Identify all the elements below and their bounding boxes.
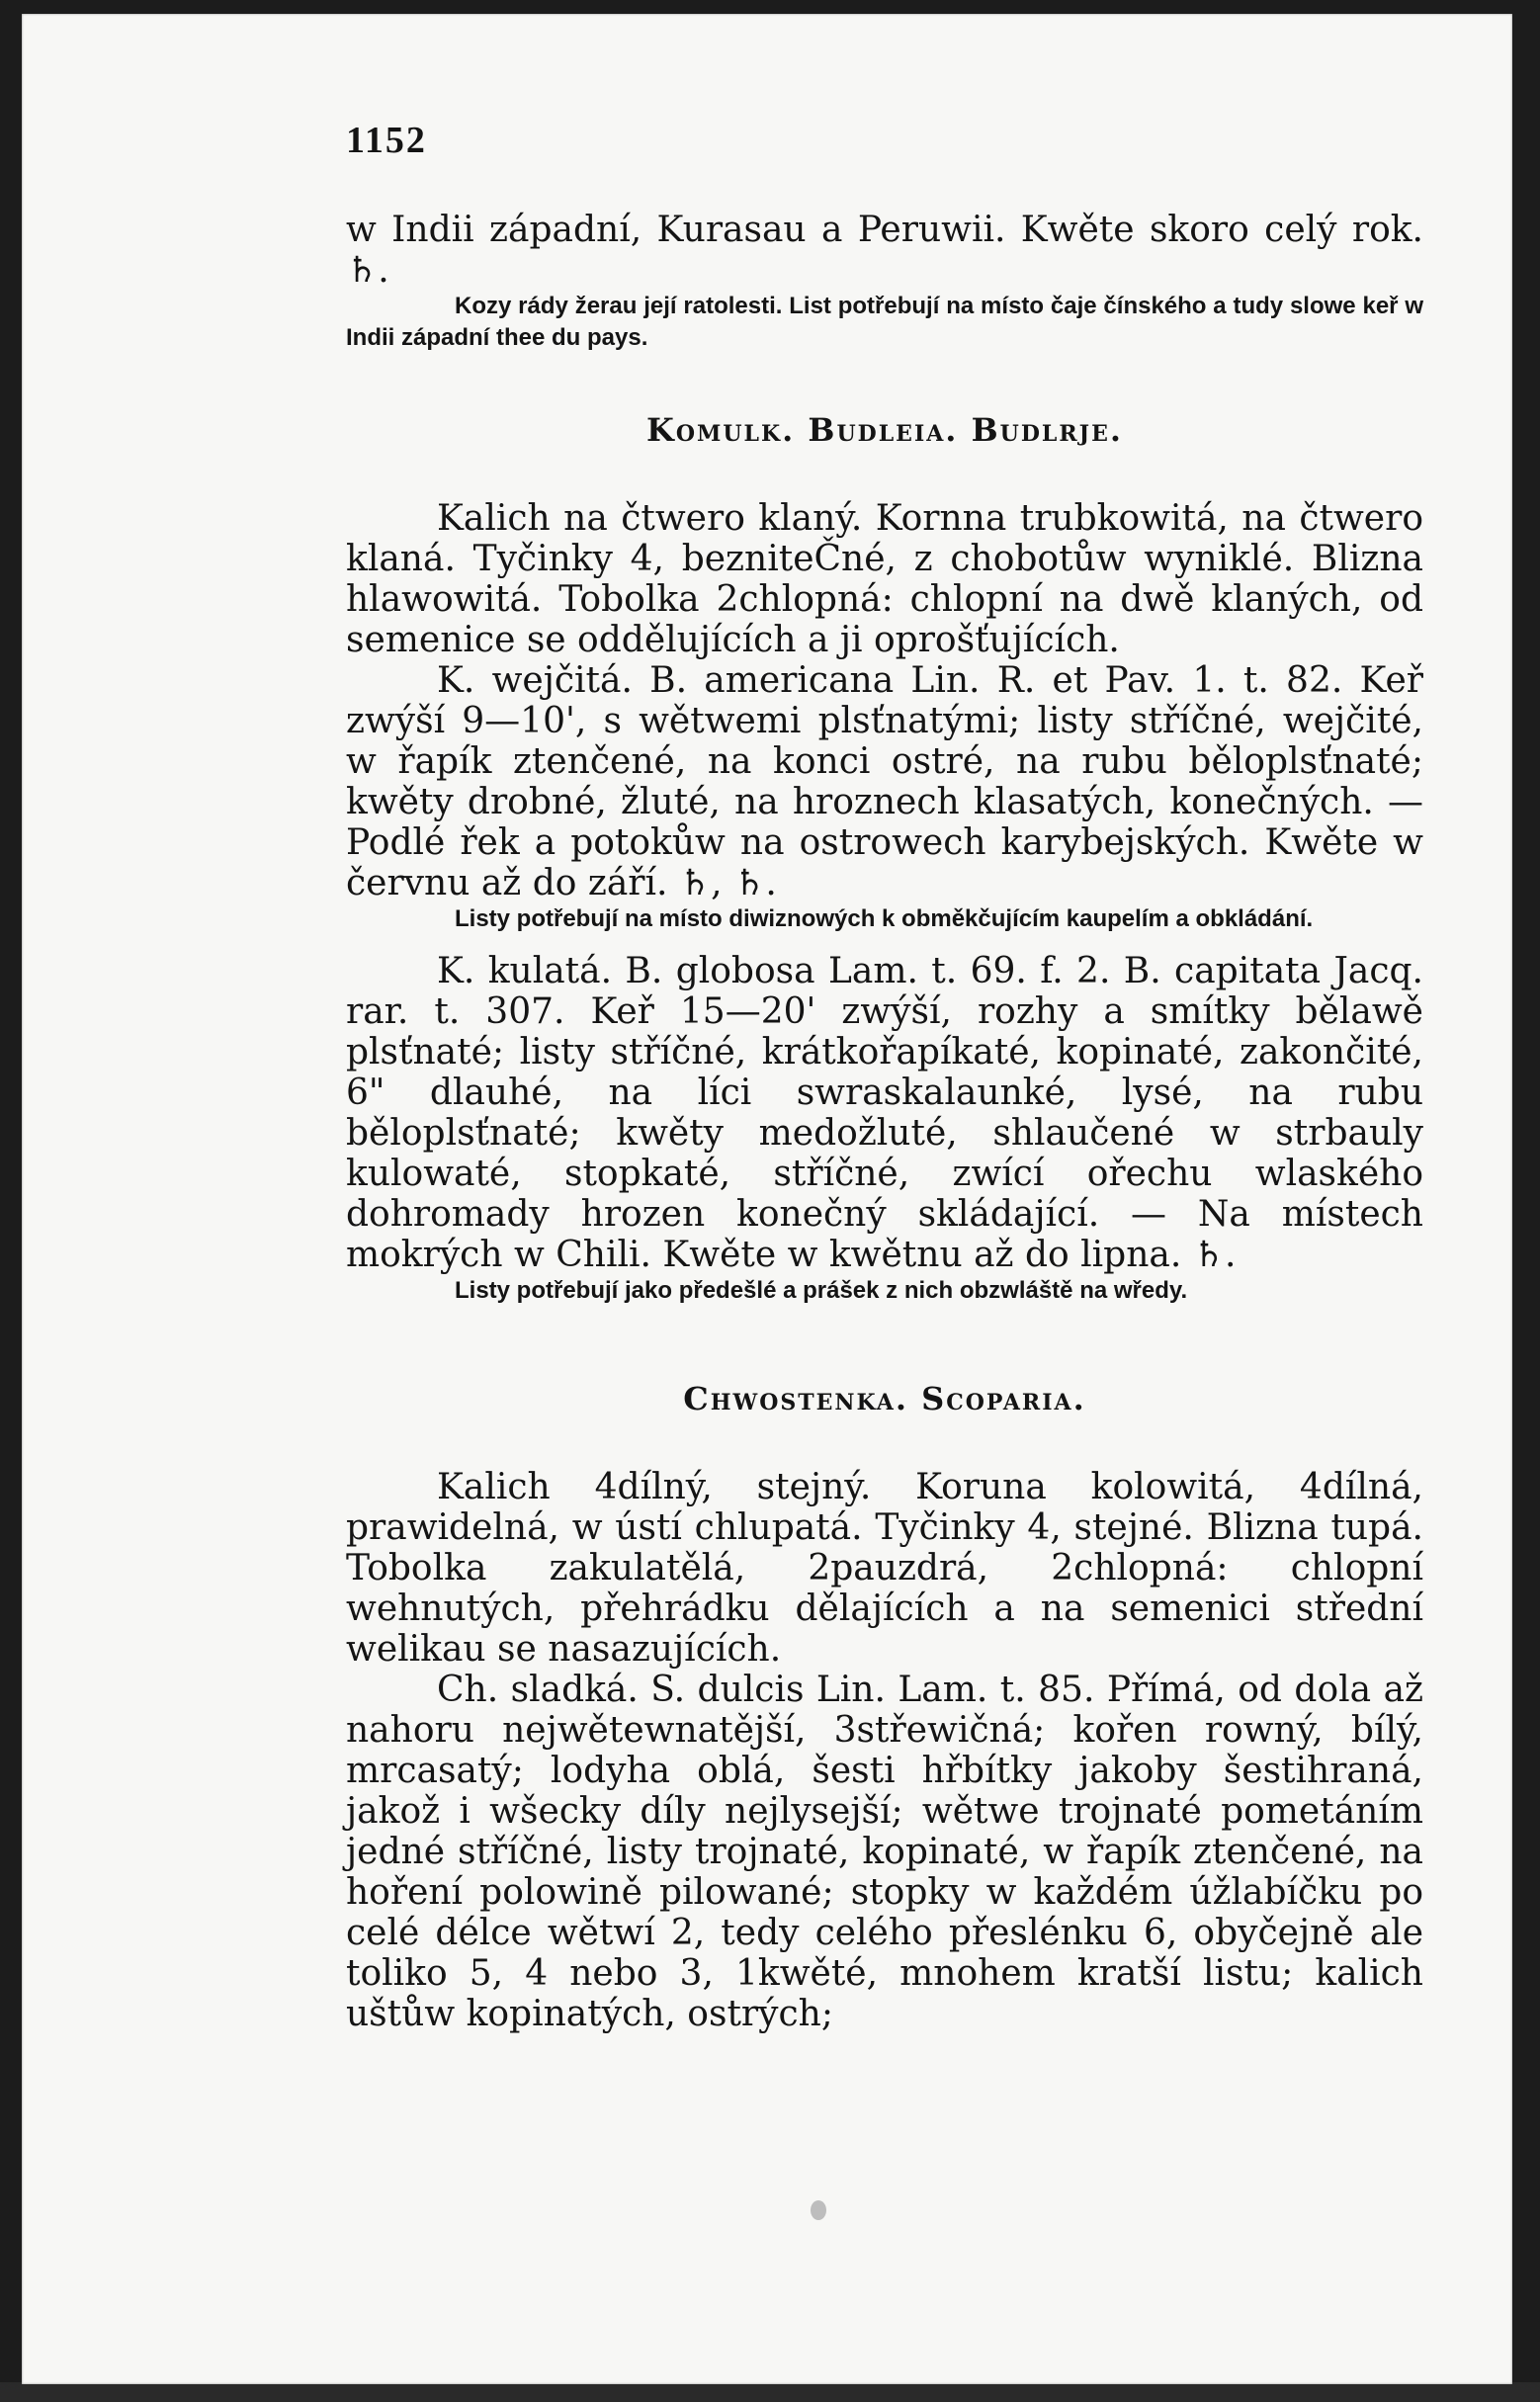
scan-edge-top: [0, 0, 1540, 14]
scan-edge-left: [0, 0, 22, 2402]
genus-heading-scoparia: Chwostenka. Scoparia.: [683, 1380, 1086, 1417]
paragraph-6: Ch. sladká. S. dulcis Lin. Lam. t. 85. Přímá, od dola až nahoru nejwětewnatější, 3střewičná; kořen rowný, bílý, mrcasatý; lodyha oblá, šesti hřbítky jakoby šestihraná, jakož i wšecky díly nejlysejší; wětwe trojnaté pometáním jedné stříčné, listy trojnaté, kopinaté, w řapík ztenčené, na hoření polowině pilowané; stopky w každém úžlabíčku po celé délce wětwí 2, tedy celého přeslénku 6, obyčejně ale toliko 5, 4 nebo 3, 1kwěté, mnohem kratší listu; kalich uštůw kopinatých, ostrých;: [346, 1670, 1423, 2034]
scan-edge-right: [1512, 0, 1540, 2402]
spacer: [346, 935, 1423, 951]
page-number: 1152: [346, 120, 427, 161]
paragraph-2: Kalich na čtwero klaný. Kornna trubkowitá, na čtwero klaná. Tyčinky 4, bezniteČné, z chobotůw wyniklé. Blizna hlawowitá. Tobolka 2chlopná: chlopní na dwě klaných, od semenice se oddělujících a ji oprošťujících.: [346, 498, 1423, 660]
paragraph-4: K. kulatá. B. globosa Lam. t. 69. f. 2. B. capitata Jacq. rar. t. 307. Keř 15—20' zwýší, rozhy a smítky bělawě plsťnaté; listy stříčné, krátkořapíkaté, kopinaté, zakončité, 6" dlauhé, na líci swraskalaunké, lysé, na rubu běloplsťnaté; kwěty medožluté, shlaučené w strbauly kulowaté, stopkaté, stříčné, zwící ořechu wlaského dohromady hrozen konečný skládající. — Na místech mokrých w Chili. Kwěte w kwětnu až do lipna. ♄.: [346, 951, 1423, 1275]
paragraph-3: K. wejčitá. B. americana Lin. R. et Pav. 1. t. 82. Keř zwýší 9—10', s wětwemi plsťnatými; listy stříčné, wejčité, w řapík ztenčené, na konci ostré, na rubu běloplsťnaté; kwěty drobné, žluté, na hroznech klasatých, konečných. — Podlé řek a potokůw na ostrowech karybejských. Kwěte w červnu až do září. ♄, ♄.: [346, 660, 1423, 903]
note-3: Listy potřebují jako předešlé a prášek z nich obzwláště na wředy.: [455, 1277, 1188, 1304]
page-text: [346, 119, 1423, 2034]
note-2: Listy potřebují na místo diwiznowých k obměkčujícím kaupelím a obkládání.: [455, 905, 1314, 932]
scan-edge-bottom: [0, 2382, 1540, 2402]
paragraph-1: w Indii západní, Kurasau a Peruwii. Kwěte skoro celý rok. ♄.: [346, 210, 1423, 291]
paragraph-5: Kalich 4dílný, stejný. Koruna kolowitá, 4dílná, prawidelná, w ústí chlupatá. Tyčinky 4, stejné. Blizna tupá. Tobolka zakulatělá, 2pauzdrá, 2chlopná: chlopní wehnutých, přehrádku dělajících a na semenici střední welikau se nasazujících.: [346, 1467, 1423, 1670]
binding-dot: [811, 2200, 826, 2220]
note-1: Kozy rády žerau její ratolesti. List potřebují na místo čaje čínského a tudy slowe keř w Indii západní thee du pays.: [346, 293, 1423, 351]
genus-heading-budleia: Komulk. Budleia. Budlrje.: [646, 411, 1123, 449]
